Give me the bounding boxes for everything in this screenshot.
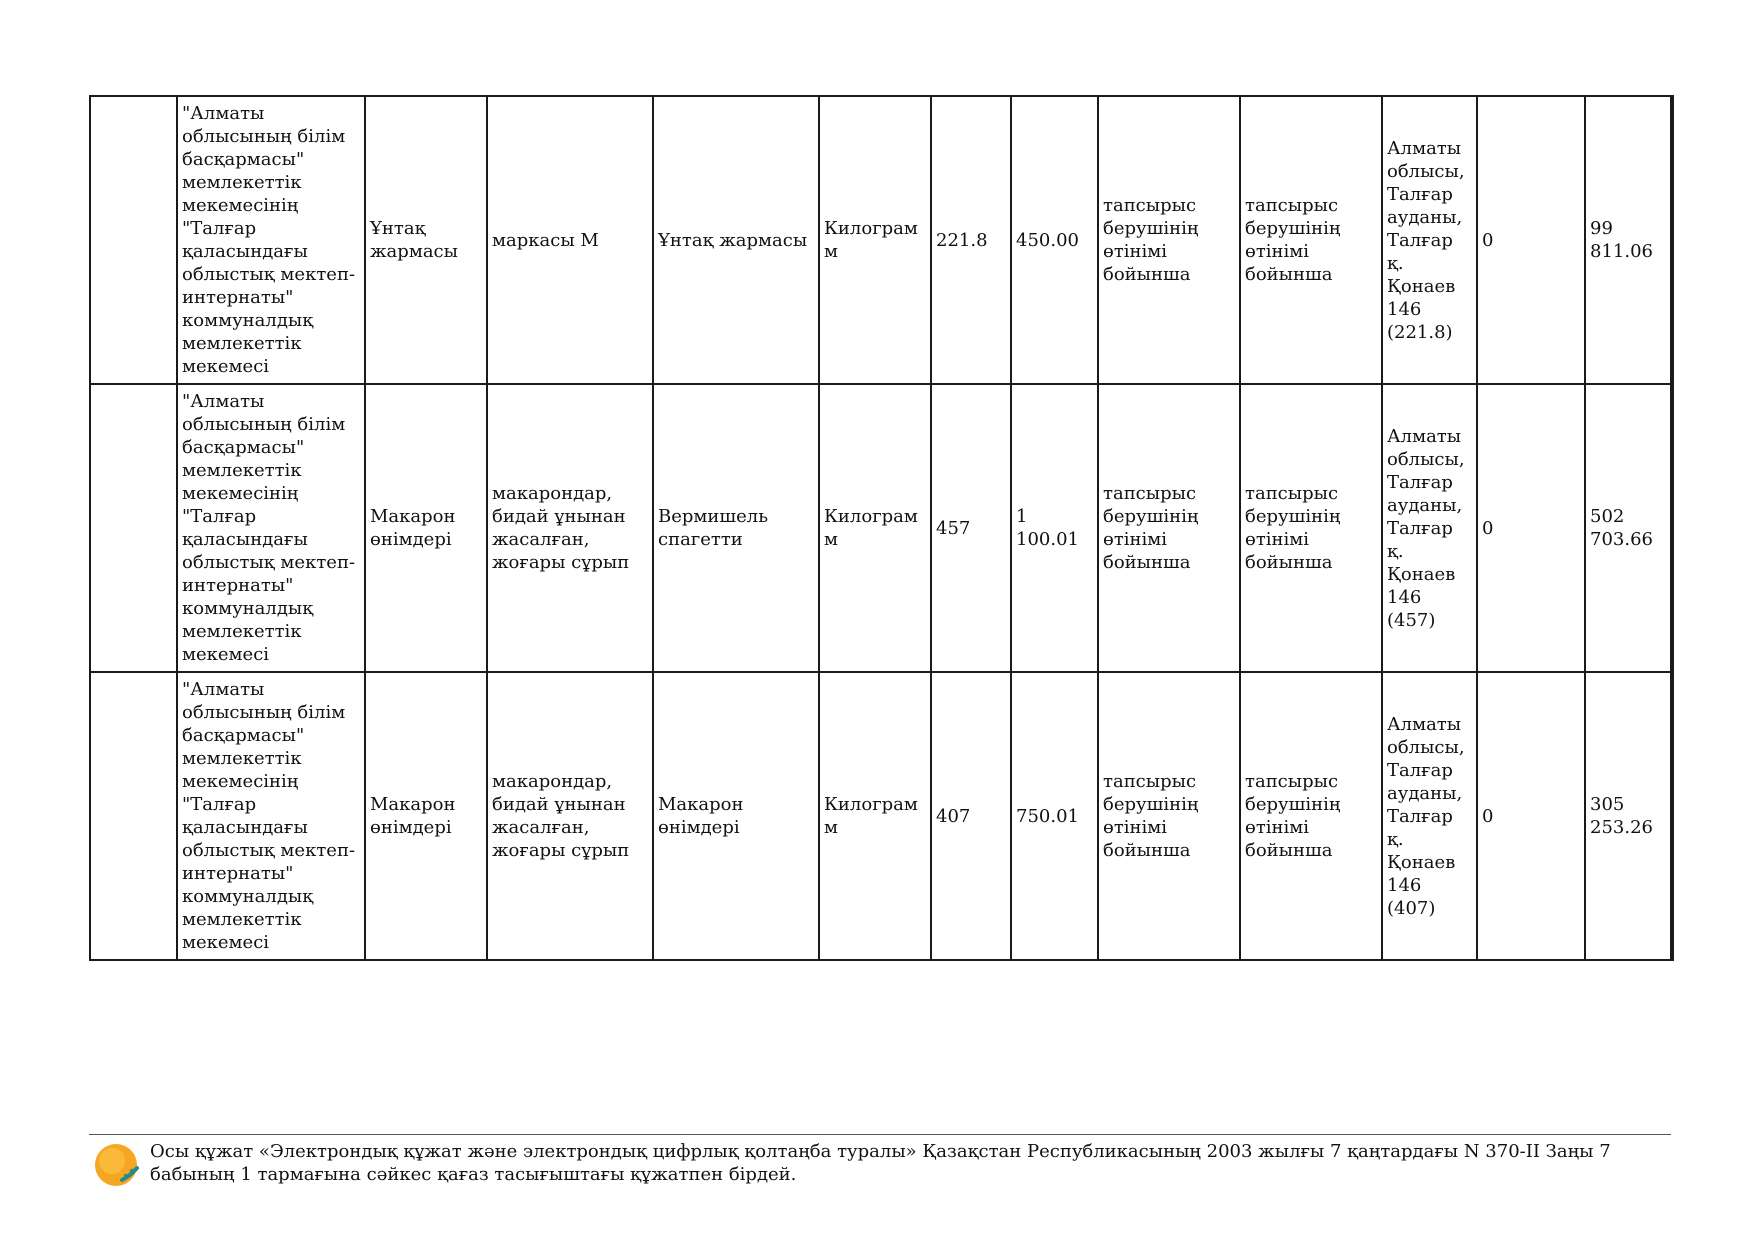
customer-cell: "Алматы облысының білім басқармасы" мемлекеттік мекемесінің "Талғар қаласындағы облыстық мектеп-интернаты" коммуналдық мемлекеттік мекемесі: [177, 384, 365, 672]
unit-cell: Килограмм: [819, 384, 931, 672]
amount-cell: 305 253.26: [1585, 672, 1672, 960]
delivery-term-cell: тапсырыс берушінің өтінімі бойынша: [1098, 384, 1240, 672]
table-row: [90, 672, 1672, 960]
price-cell: 1 100.01: [1011, 384, 1098, 672]
unit-cell: Килограмм: [819, 672, 931, 960]
procurement-table: [89, 95, 1674, 961]
table-row: [90, 384, 1672, 672]
row-number-cell: [90, 384, 177, 672]
product-name-cell: Макарон өнімдері: [365, 384, 487, 672]
advance-cell: 0: [1477, 672, 1585, 960]
table-row: [90, 96, 1672, 384]
row-number-cell: [90, 96, 177, 384]
customer-cell: "Алматы облысының білім басқармасы" мемлекеттік мекемесінің "Талғар қаласындағы облыстық мектеп-интернаты" коммуналдық мемлекеттік мекемесі: [177, 672, 365, 960]
delivery-place-cell: Алматы облысы, Талғар ауданы, Талғар қ. Қонаев 146 (457): [1382, 384, 1477, 672]
quantity-cell: 407: [931, 672, 1011, 960]
price-cell: 750.01: [1011, 672, 1098, 960]
footer-divider: [89, 1134, 1671, 1135]
delivery-place-cell: Алматы облысы, Талғар ауданы, Талғар қ. Қонаев 146 (221.8): [1382, 96, 1477, 384]
payment-term-cell: тапсырыс берушінің өтінімі бойынша: [1240, 384, 1382, 672]
price-cell: 450.00: [1011, 96, 1098, 384]
item-description-cell: Вермишель спагетти: [653, 384, 819, 672]
customer-cell: "Алматы облысының білім басқармасы" мемлекеттік мекемесінің "Талғар қаласындағы облыстық мектеп-интернаты" коммуналдық мемлекеттік мекемесі: [177, 96, 365, 384]
payment-term-cell: тапсырыс берушінің өтінімі бойынша: [1240, 96, 1382, 384]
delivery-term-cell: тапсырыс берушінің өтінімі бойынша: [1098, 672, 1240, 960]
product-name-cell: Макарон өнімдері: [365, 672, 487, 960]
characteristic-cell: макарондар, бидай ұнынан жасалған, жоғары сұрып: [487, 384, 653, 672]
row-number-cell: [90, 672, 177, 960]
quantity-cell: 221.8: [931, 96, 1011, 384]
payment-term-cell: тапсырыс берушінің өтінімі бойынша: [1240, 672, 1382, 960]
advance-cell: 0: [1477, 96, 1585, 384]
advance-cell: 0: [1477, 384, 1585, 672]
delivery-place-cell: Алматы облысы, Талғар ауданы, Талғар қ. Қонаев 146 (407): [1382, 672, 1477, 960]
quantity-cell: 457: [931, 384, 1011, 672]
characteristic-cell: маркасы М: [487, 96, 653, 384]
footer-legal-text: Осы құжат «Электрондық құжат және электрондық цифрлық қолтаңба туралы» Қазақстан Республикасының 2003 жылғы 7 қаңтардағы N 370-II Заңы 7 бабының 1 тармағына сәйкес қағаз тасығыштағы құжатпен бірдей.: [150, 1141, 1611, 1185]
item-description-cell: Ұнтақ жармасы: [653, 96, 819, 384]
item-description-cell: Макарон өнімдері: [653, 672, 819, 960]
amount-cell: 99 811.06: [1585, 96, 1672, 384]
characteristic-cell: макарондар, бидай ұнынан жасалған, жоғары сұрып: [487, 672, 653, 960]
amount-cell: 502 703.66: [1585, 384, 1672, 672]
unit-cell: Килограмм: [819, 96, 931, 384]
product-name-cell: Ұнтақ жармасы: [365, 96, 487, 384]
egov-sun-logo-icon: [93, 1140, 141, 1188]
delivery-term-cell: тапсырыс берушінің өтінімі бойынша: [1098, 96, 1240, 384]
